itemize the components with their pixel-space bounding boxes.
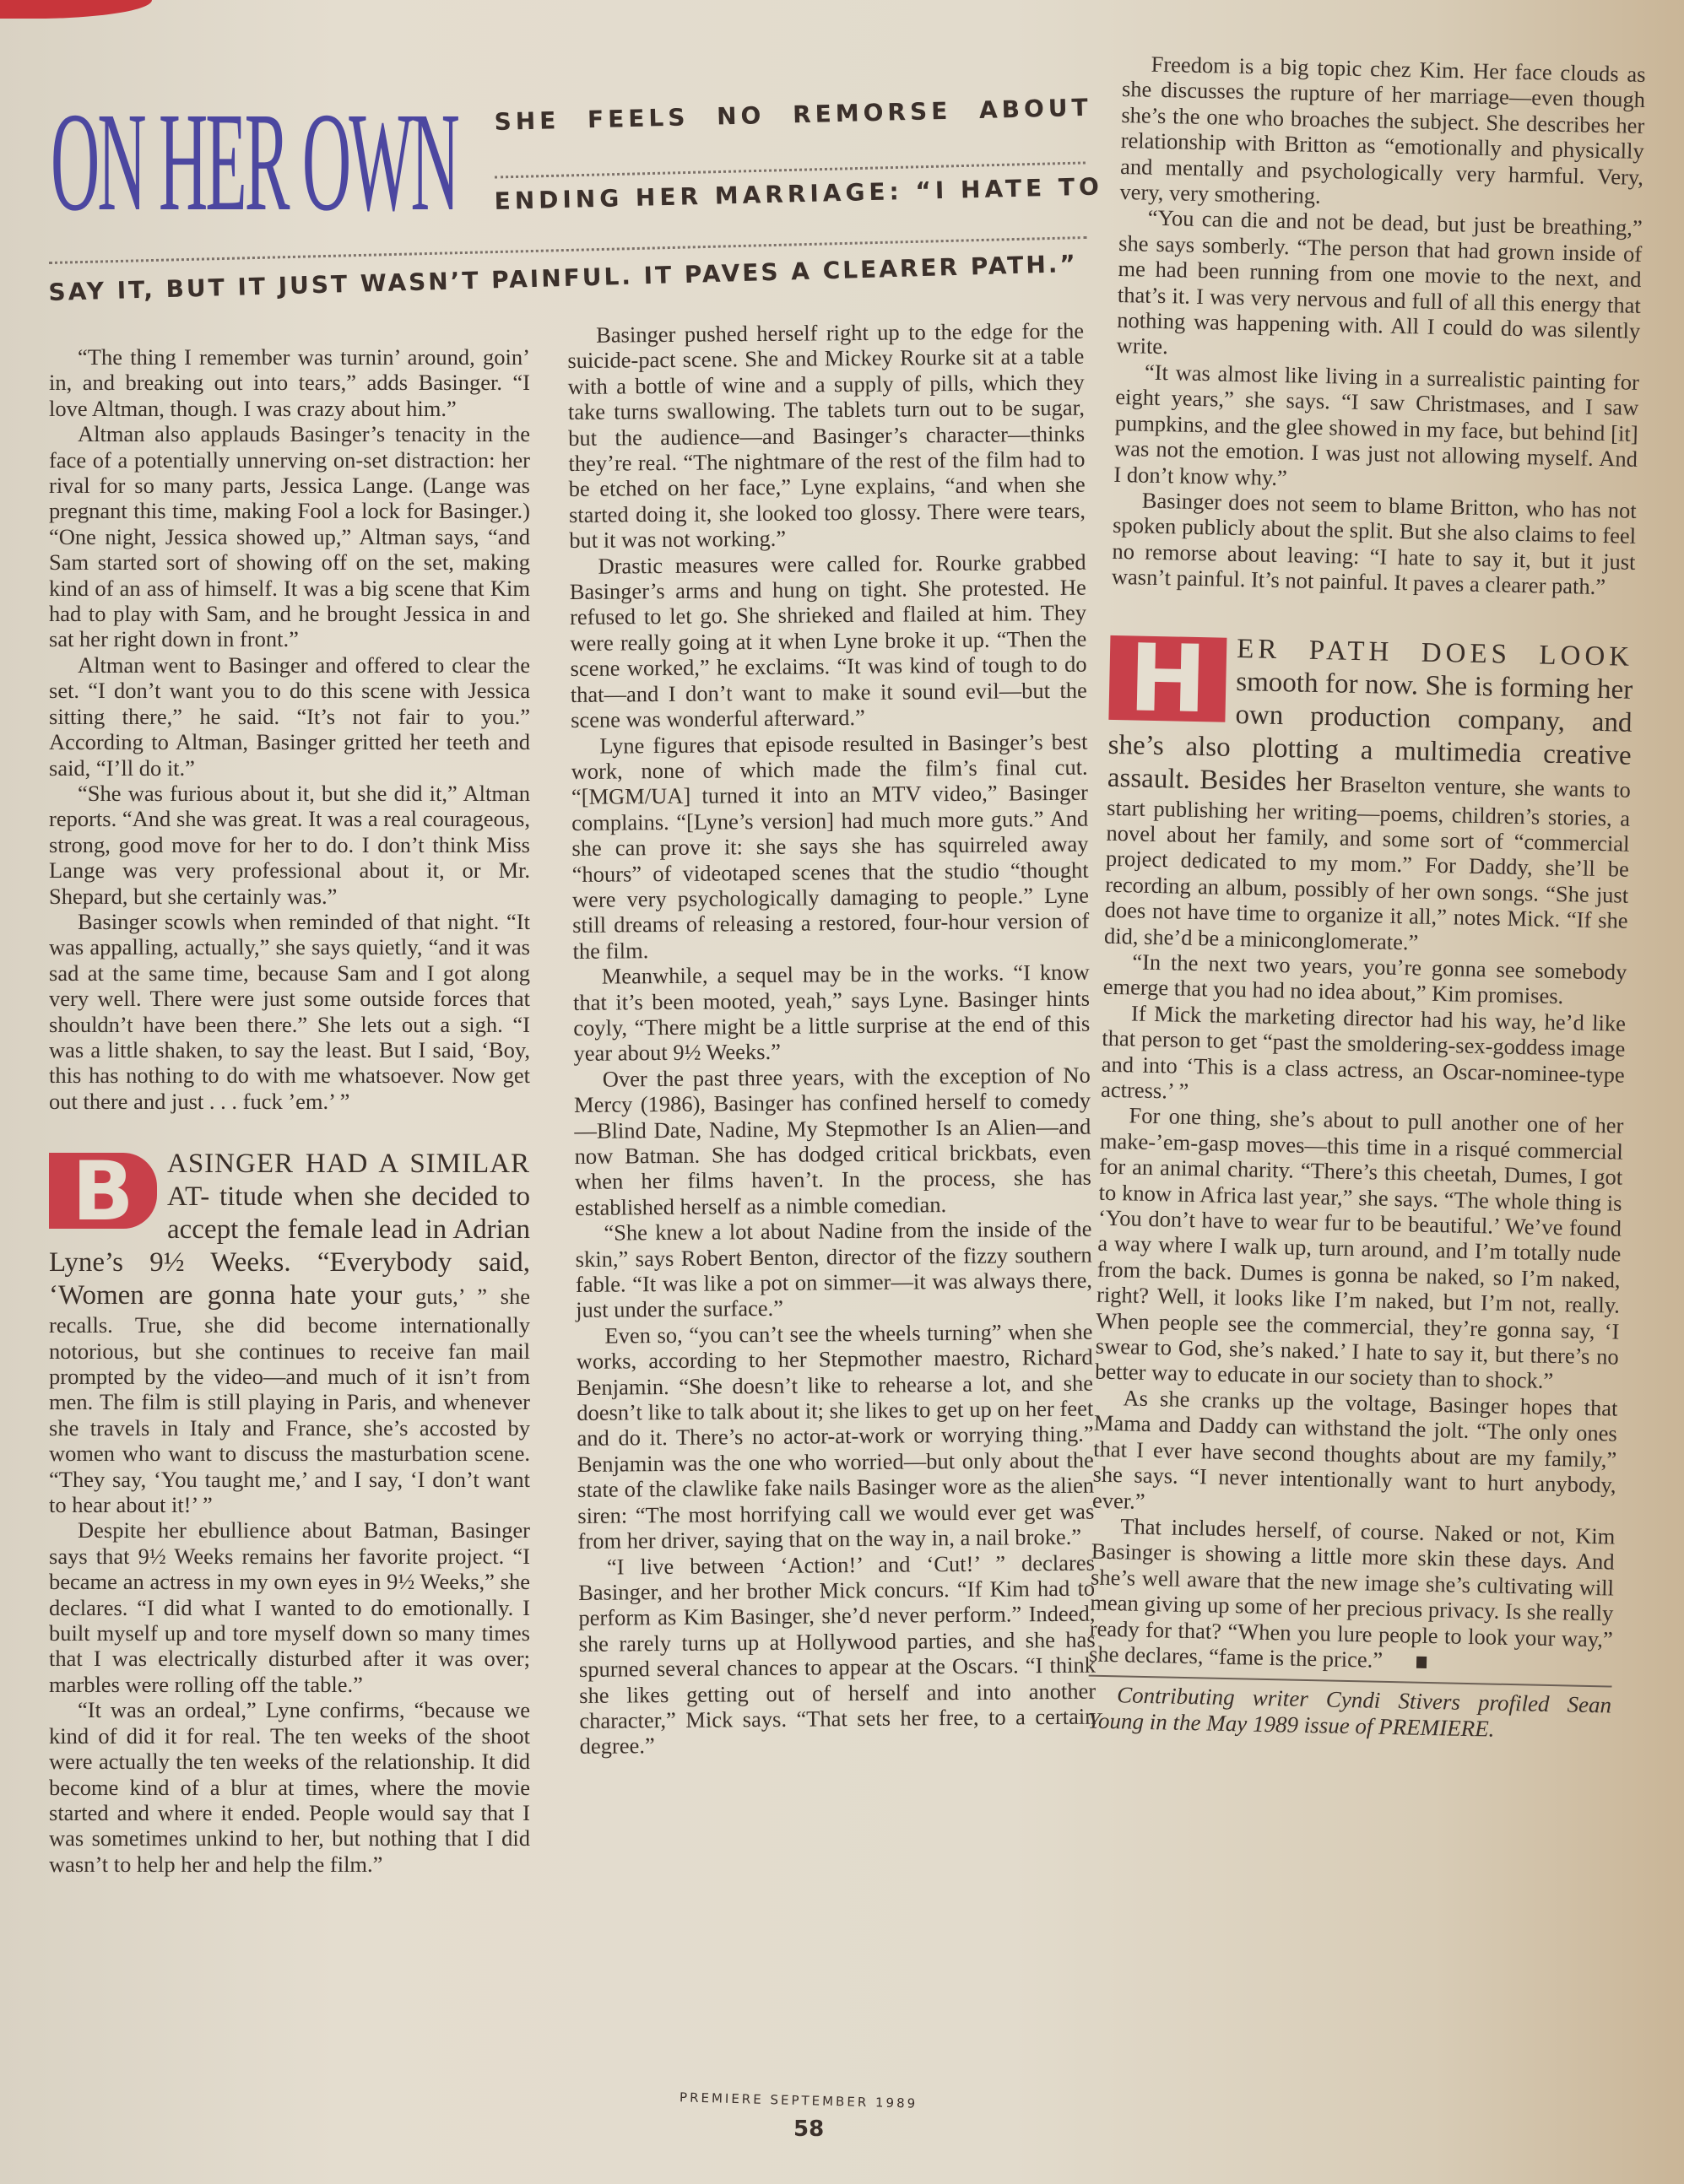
paragraph: Basinger pushed herself right up to the edge for the suicide-pact scene. She and Mickey Rourke sit at a table with a bottle of wine and a supply of pills, which they take turns swallowing. The tablets turn out to be sugar, but the audience—and Basinger’s character—thinks they’re real. “The nightmare of the rest of the film had to be etched on her face,” Lyne explains, “and when she started doing it, she looked too glossy. There were tears, but it was not working.” [567, 317, 1086, 554]
page-number: 58 [793, 2116, 825, 2142]
paragraph: Despite her ebullience about Batman, Basinger says that 9½ Weeks remains her favorite project. “I became an actress in my own eyes in 9½ Weeks,” she declares. “I did what I wanted to do emotionally. I built myself up and tore myself down so many times that I was electrically disturbed after it was over; marbles were rolling off the table.” [49, 1517, 530, 1697]
paragraph: Basinger scowls when reminded of that night. “It was appalling, actually,” she says quietly, “and it was sad at the same time, because Sam and I got along very well. There were just some outside forces that shouldn’t have been there.” She lets out a sigh. “I was a little shaken, to say the least. But I said, ‘Boy, this has nothing to do with me whatsoever. Now get out there and just . . . fuck ’em.’ ” [49, 908, 530, 1114]
deck-line-3: SAY IT, BUT IT JUST WASN’T PAINFUL. IT PAVES A CLEARER PATH.” [48, 249, 1079, 306]
paragraph: For one thing, she’s about to pull another one of her make-’em-gasp moves—this time in a risqué commercial for an animal charity. “There’s this cheetah, Dumes, I got to know in Africa last year,” she says. “The whole thing is ‘You don’t have to wear fur to be beautiful.’ We’ve found a way where I walk up, turn around, and I’m totally nude from the back. Dumes is gonna be naked, so I’m naked, right? Well, it looks like I’m naked, but I’m not, really. When people see the commercial, they’re gonna say, ‘I swear to God, she’s naked.’ I hate to say it, but there’s no better way to educate in our society than to shock.” [1094, 1102, 1624, 1394]
article-title: ON HER OWN [51, 84, 458, 241]
deck-line-1: SHE FEELS NO REMORSE ABOUT [494, 93, 1092, 136]
paragraph: “I live between ‘Action!’ and ‘Cut!’ ” declares Basinger, and her brother Mick concurs. “If Kim had to perform as Kim Basinger, she’d never perform.” Indeed, she rarely turns up at Hollywood parties, and she has spurned several chances to appear at the Oscars. “I think she likes getting out of herself and into another character,” Mick says. “That sets her free, to a certain degree.” [578, 1549, 1096, 1760]
drop-cap: B [49, 1153, 157, 1229]
paragraph-text: Braselton venture, she wants to start publishing her writing—poems, children’s stories, a novel about her family, and some sort of “commercial project dedicated to my mom.” For Daddy, she’ll be recording an album, possibly of her own songs. “She just does not have time to organize it all,” notes Mick. “If she did, she’d be a miniconglomerate.” [1103, 770, 1632, 955]
paragraph: “She knew a lot about Nadine from the inside of the skin,” says Robert Benton, director of the fizzy southern fable. “It was like a pot on simmer—it was always there, just under the surface.” [575, 1215, 1093, 1323]
paragraph: Drastic measures were called for. Rourke grabbed Basinger’s arms and hung on tight. She protested. He refused to let go. She shrieked and flailed at him. They were really going at it when Lyne broke it up. “Then the scene worked,” he exclaims. “It was kind of tough to do that—and I don’t want to make it sound evil—but the scene was wonderful afterward.” [569, 549, 1087, 733]
drop-cap: H [1108, 635, 1226, 722]
red-page-edge [0, 0, 152, 19]
paragraph-text: That includes herself, of course. Naked or not, Kim Basinger is showing a little more skin these days. And she’s well aware that the new image she’s cultivating will mean giving up some of her precious privacy. Is she really ready for that? “When you lure people to look your way,” she declares, “fame is the price.” [1088, 1513, 1616, 1673]
column-3 [1087, 51, 1646, 1745]
section-opener [49, 1144, 531, 1518]
lead-caps: ASINGER HAD A SIMILAR AT- [167, 1149, 530, 1213]
paragraph: Meanwhile, a sequel may be in the works. “I know that it’s been mooted, yeah,” says Lyne. Basinger hints coyly, “There might be a little surprise at the end of this year about 9½ Weeks.” [572, 959, 1091, 1067]
publication-footer: PREMIERE SEPTEMBER 1989 [679, 2089, 918, 2111]
deck-line-2: ENDING HER MARRIAGE: “I HATE TO [494, 172, 1104, 215]
paragraph: If Mick the marketing director had his way, he’d like that person to get “past the smoldering-sex-goddess image and into ‘This is a class actress, an Oscar-nominee-type actress.’ ” [1100, 1000, 1627, 1104]
paragraph: “She was furious about it, but she did it,” Altman reports. “And she was great. It was a real courageous, strong, good move for her to do. I don’t think Miss Lange was very professional about it, or Mr. Shepard, but she certainly was.” [49, 780, 530, 909]
paragraph: As she cranks up the voltage, Basinger hopes that Mama and Daddy can withstand the jolt. “The only ones that I ever have second thoughts about are my family,” she says. “I never intentionally want to hurt anybody, ever.” [1091, 1385, 1618, 1514]
paragraph [1089, 1513, 1616, 1678]
paragraph: Lyne figures that episode resulted in Basinger’s best work, none of which made the film’s final cut. “[MGM/UA] turned it into an MTV video,” Basinger complains. “[Lyne’s version] had much more guts.” And she can prove it: she says she has squirreled away “hours” of videotaped scenes that the studio “thought were very psychologically damaging to people.” Lyne still dreams of releasing a restored, four-hour version of the film. [571, 728, 1090, 964]
paragraph: Over the past three years, with the exception of No Mercy (1986), Basinger has confined herself to comedy—Blind Date, Nadine, My Stepmother Is an Alien—and now Batman. She has dodged critical brickbats, even when her films haven’t. In the process, she has established herself as a nimble comedian. [573, 1062, 1091, 1220]
section-opener [1103, 623, 1634, 959]
paragraph: Even so, “you can’t see the wheels turning” when she works, according to her Stepmother maestro, Richard Benjamin. “She doesn’t like to rehearse a lot, and she doesn’t like to talk about it; she likes to get up on her feet and do it. There’s no actor-at-work or worrying thing.” Benjamin was the one who worried—but only about the state of the clawlike fake nails Basinger wore as the alien siren: “The most horrifying call we would ever get was from her driver, saying that on the way in, a nail broke.” [576, 1318, 1095, 1554]
lead-caps: ER PATH DOES LOOK [1236, 633, 1634, 673]
paragraph: “You can die and not be dead, but just be breathing,” she says somberly. “The person that had grown inside of me had been running from one movie to the next, and that’s it. I was very nervous and full of all this energy that nothing was happening with. All I could do was silently write. [1116, 205, 1643, 359]
paragraph: Altman also applauds Basinger’s tenacity in the face of a potentially unnerving on-set distraction: her rival for so many parts, Jessica Lange. (Lange was pregnant this time, making Fool a lock for Basinger.) “One night, Jessica showed up,” Altman says, “and Sam started sort of showing off on the set, making kind of an ass of himself. It was a big scene that Kim had to play with Sam, and he brought Jessica in and sat her right down in front.” [49, 421, 530, 652]
end-mark-icon [1416, 1657, 1427, 1668]
paragraph: Basinger does not seem to blame Britton, who has not spoken publicly about the split. But she also claims to feel no remorse about leaving: “I hate to say it, but it just wasn’t painful. It’s not painful. It paves a clearer path.” [1111, 487, 1638, 600]
lead-text: titude when she decided to accept the female lead in Adrian Lyne’s 9½ Weeks. “Everybody said, ‘Women are gonna hate your [49, 1181, 531, 1311]
paragraph: Altman went to Basinger and offered to clear the set. “I don’t want you to do this scene with Jessica sitting there,” he said. “It’s not fair to you.” According to Altman, Basinger gritted her teeth and said, “I’ll do it.” [49, 651, 530, 781]
column-1 [49, 344, 530, 1877]
paragraph: Freedom is a big topic chez Kim. Her face clouds as she discusses the rupture of her marriage—even though she’s the one who broaches the subject. She describes her relationship with Britton as “emotionally and physically and mentally and psychologically very harmful. Very, very, very smothering. [1119, 51, 1646, 208]
paragraph: “It was almost like living in a surrealistic painting for eight years,” she says. “I saw Christmases, and I saw pumpkins, and the glee showed in my face, but behind [it] was not the emotion. I was just not allowing myself. And I don’t know why.” [1113, 359, 1640, 490]
paragraph: “The thing I remember was turnin’ around, goin’ in, and breaking out into tears,” adds Basinger. “I love Altman, though. I was crazy about him.” [49, 344, 530, 421]
paragraph-text: guts,’ ” she recalls. True, she did become internationally notorious, but she continues to receive fan mail prompted by the video—and much of it isn’t from men. The film is still playing in Paris, and whenever she travels in Italy and France, she’s accosted by women who want to discuss the masturbation scene. “They say, ‘You taught me,’ and I say, ‘I don’t want to hear about it!’ ” [49, 1284, 530, 1518]
author-credit: Contributing writer Cyndi Stivers profiled Sean Young in the May 1989 issue of PREMIERE. [1087, 1682, 1612, 1742]
paragraph: “In the next two years, you’re gonna see somebody emerge that you had no idea about,” Kim promises. [1102, 949, 1627, 1009]
lead-text: smooth for now. She is forming her own production company, and she’s also plotting a multimedia creative assault. Besides her [1107, 666, 1633, 797]
paragraph: “It was an ordeal,” Lyne confirms, “because we kind of did it for real. The ten weeks of the shoot were actually the ten weeks of the relationship. It did become kind of a blur at times, where the movie started and where it ended. People would say that I was sometimes unkind to her, but nothing that I did wasn’t to help her and help the film.” [49, 1697, 530, 1877]
column-2 [567, 318, 1096, 1760]
